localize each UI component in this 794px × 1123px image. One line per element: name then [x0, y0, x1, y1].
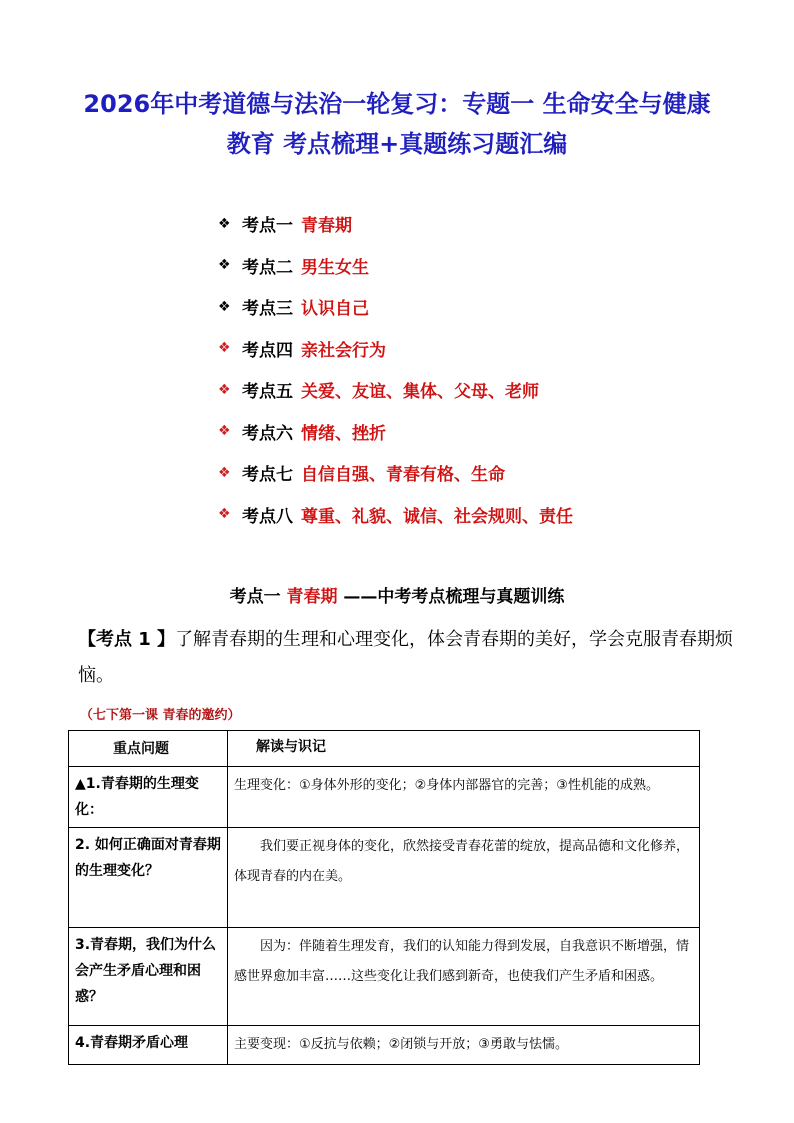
diamond-bullet-icon: ❖ [218, 215, 231, 232]
section-suffix: ——中考考点梳理与真题训练 [343, 587, 565, 607]
topic-list-item [218, 328, 573, 370]
topic-key: 考点一 [242, 216, 293, 237]
header-answer-cell [228, 731, 700, 767]
title-line-2: 教育 考点梳理+真题练习题汇编 [226, 130, 568, 158]
section-prefix: 考点一 [229, 587, 281, 607]
qa-table [68, 730, 700, 1065]
topic-name: 认识自己 [301, 299, 369, 320]
topic-name: 青春期 [301, 216, 352, 237]
lesson-reference: （七下第一课 青春的邀约） [80, 708, 241, 723]
title-line-1: 2026年中考道德与法治一轮复习：专题一 生命安全与健康 [83, 90, 711, 118]
answer-cell: 因为：伴随着生理发育，我们的认知能力得到发展，自我意识不断增强，情感世界愈加丰富……这些变化让我们感到新奇，也使我们产生矛盾和困惑。 [228, 928, 700, 1026]
header-question-cell [69, 731, 228, 767]
answer-cell: 主要变现：①反抗与依赖；②闭锁与开放；③勇敢与怯懦。 [228, 1026, 700, 1065]
table-row [69, 767, 700, 828]
topic-key: 考点六 [242, 423, 293, 444]
document-title [40, 84, 754, 164]
header-question: 重点问题 [113, 741, 169, 757]
topic-key: 考点七 [242, 465, 293, 486]
topic-list-item [218, 411, 573, 453]
topic-key: 考点三 [242, 299, 293, 320]
topic-name: 自信自强、青春有格、生命 [301, 465, 505, 486]
kaodian-text: 了解青春期的生理和心理变化，体会青春期的美好，学会克服青春期烦恼。 [78, 629, 734, 686]
kaodian-paragraph [78, 622, 738, 694]
topic-key: 考点四 [242, 340, 293, 361]
question-cell: 3.青春期，我们为什么会产生矛盾心理和困惑？ [69, 928, 228, 1026]
diamond-bullet-icon: ❖ [218, 464, 231, 481]
kaodian-label: 【考点 1 】 [78, 629, 176, 650]
topic-list-item [218, 369, 573, 411]
topic-key: 考点五 [242, 382, 293, 403]
diamond-bullet-icon: ❖ [218, 423, 231, 440]
diamond-bullet-icon: ❖ [218, 257, 231, 274]
diamond-bullet-icon: ❖ [218, 340, 231, 357]
table-row [69, 928, 700, 1026]
topic-key: 考点八 [242, 506, 293, 527]
topic-list-item [218, 203, 573, 245]
answer-cell: 我们要正视身体的变化，欣然接受青春花蕾的绽放，提高品德和文化修养，体现青春的内在美。 [228, 828, 700, 928]
topic-list-item [218, 494, 573, 536]
diamond-bullet-icon: ❖ [218, 506, 231, 523]
question-cell: 4.青春期矛盾心理 [69, 1026, 228, 1065]
topic-name: 关爱、友谊、集体、父母、老师 [301, 382, 539, 403]
section-topic: 青春期 [286, 587, 338, 607]
topic-list [218, 203, 573, 535]
topic-list-item [218, 245, 573, 287]
topic-name: 男生女生 [301, 257, 369, 278]
diamond-bullet-icon: ❖ [218, 298, 231, 315]
question-cell: 2. 如何正确面对青春期的生理变化？ [69, 828, 228, 928]
answer-cell: 生理变化：①身体外形的变化；②身体内部器官的完善；③性机能的成熟。 [228, 767, 700, 828]
header-answer: 解读与识记 [256, 739, 326, 755]
diamond-bullet-icon: ❖ [218, 381, 231, 398]
topic-key: 考点二 [242, 257, 293, 278]
question-cell: ▲1.青春期的生理变化： [69, 767, 228, 828]
topic-list-item [218, 286, 573, 328]
table-row [69, 1026, 700, 1065]
topic-list-item [218, 452, 573, 494]
section-heading [0, 582, 794, 607]
table-header-row [69, 731, 700, 767]
topic-name: 尊重、礼貌、诚信、社会规则、责任 [301, 506, 573, 527]
topic-name: 情绪、挫折 [301, 423, 386, 444]
table-row [69, 828, 700, 928]
topic-name: 亲社会行为 [301, 340, 386, 361]
